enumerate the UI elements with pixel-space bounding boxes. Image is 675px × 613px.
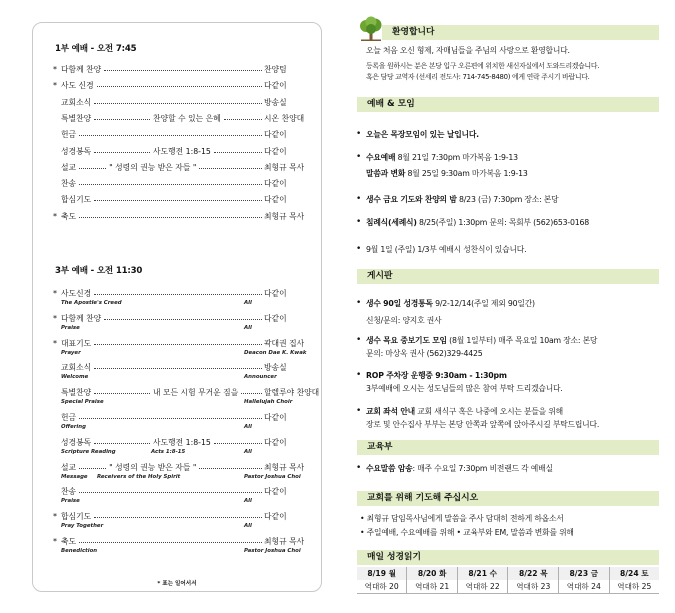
- dotted-leader: [79, 217, 262, 218]
- service-item-leader: 다같이: [264, 437, 287, 447]
- service-item-detail: 사도행전 1:8-15: [153, 146, 211, 156]
- dotted-leader: [94, 294, 262, 295]
- service3-title: 3부 예배 - 오전 11:30: [55, 266, 143, 276]
- standing-marker: *: [53, 338, 57, 348]
- english-leader: Hallelujah Choir: [244, 399, 293, 406]
- dotted-leader: [214, 152, 262, 153]
- english-detail: Receivers of the Holy Spirit: [97, 473, 181, 480]
- service-item-label: 합심기도: [61, 512, 92, 522]
- bullet: •: [356, 244, 362, 254]
- english-detail: Acts 1:8-15: [151, 448, 186, 455]
- tree-icon: [358, 16, 384, 42]
- service-item-leader: 최형규 목사: [264, 162, 305, 172]
- service-item-leader: 최형규 목사: [264, 537, 305, 546]
- service-item-label: 합심기도: [61, 195, 92, 205]
- bullet: •: [356, 335, 362, 345]
- board-item-prayer-meeting: 생수 목요 중보기도 모임 (8월 1일부터) 매주 목요일 10am 장소: 본당: [366, 336, 598, 345]
- service-item-leader: 최형규 목사: [264, 211, 305, 221]
- english-leader: All: [244, 498, 252, 505]
- service-item-label: 다함께 찬양: [61, 313, 102, 323]
- prayer-line-1: • 최형규 담임목사님에게 말씀을 주사 담대히 전하게 하옵소서: [360, 514, 564, 523]
- board-item-bible-reading: 생수 90일 성경통독 9/2-12/14(주일 제외 90일간): [366, 299, 535, 308]
- service-item-label: 교회소식: [61, 363, 92, 373]
- service-item-label: 특별찬양: [61, 388, 92, 398]
- prayer-header: 교회를 위해 기도해 주십시오: [357, 491, 659, 506]
- service-row: [53, 193, 309, 206]
- service-item-leader: 다같이: [264, 313, 287, 323]
- english-leader: All: [244, 448, 252, 455]
- board-item-seating-note: 장로 및 안수집사 부부는 본당 안쪽과 앞쪽에 앉아주시길 부탁드립니다.: [366, 420, 600, 429]
- service-item-label: 성경봉독: [61, 146, 92, 156]
- education-item-memorization: 수요말씀 암송: 매주 수요일 7:30pm 비전랜드 각 예배실: [366, 464, 553, 473]
- reading-ref-cell: 역대하 20: [357, 580, 407, 594]
- worship-item-wednesday: 수요예배 8월 21일 7:30pm 마가복음 1:9-13: [366, 153, 518, 162]
- service-item-detail: 찬양할 수 있는 은혜: [153, 113, 221, 123]
- service-item-label: 찬송: [61, 179, 77, 189]
- service-item-label: 찬송: [61, 487, 77, 497]
- dotted-leader: [94, 368, 262, 369]
- service-row-english: [61, 547, 311, 556]
- worship-item-word-change: 말씀과 변화 8월 25일 9:30am 마가복음 1:9-13: [366, 169, 528, 178]
- reading-refs-row: [357, 580, 659, 594]
- english-leader: Pastor Joshua Choi: [244, 548, 301, 554]
- reading-ref-cell: 역대하 25: [609, 580, 659, 594]
- service-row-english: [61, 398, 311, 407]
- service-row: [53, 96, 309, 109]
- standing-marker: *: [53, 313, 57, 323]
- standing-marker: *: [53, 81, 57, 91]
- english-label: Special Praise: [61, 399, 104, 406]
- worship-item-baptism: 침례식(세례식) 8/25(주일) 1:30pm 문의: 목회부 (562)653-0168: [366, 218, 590, 227]
- service-item-leader: 다같이: [264, 81, 287, 91]
- service-item-leader: 곽대권 집사: [264, 338, 305, 348]
- service-row-english: [61, 522, 311, 531]
- dotted-leader: [79, 418, 262, 419]
- welcome-line-1: 오늘 처음 오신 형제, 자매님들을 주님의 사랑으로 환영합니다.: [366, 46, 570, 55]
- english-label: Benediction: [61, 548, 98, 554]
- dotted-leader: [94, 517, 262, 518]
- daily-reading-table: [357, 567, 659, 594]
- english-leader: Pastor Joshua Choi: [244, 473, 301, 480]
- service-item-label: 헌금: [61, 130, 77, 140]
- dotted-leader: [79, 542, 262, 543]
- reading-date-cell: 8/20 화: [407, 567, 458, 580]
- service-row-english: [61, 324, 311, 333]
- dotted-leader: [214, 443, 262, 444]
- board-item-seating: 교회 좌석 안내 교회 새식구 혹은 나중에 오시는 분들을 위해: [366, 407, 563, 416]
- service-item-leader: 방송실: [264, 97, 287, 107]
- reading-date-cell: 8/19 월: [357, 567, 407, 580]
- reading-dates-row: [357, 567, 659, 580]
- board-item-parking-note: 3부예배에 오시는 성도님들의 많은 참여 부탁 드리겠습니다.: [366, 384, 563, 393]
- daily-reading-header: 매일 성경읽기: [357, 550, 659, 565]
- bulletin-order-of-service: [32, 22, 322, 592]
- service-item-detail: " 성령의 권능 받은 자들 ": [109, 162, 197, 172]
- service-row-english: [61, 373, 311, 382]
- service-row-english: [61, 473, 311, 482]
- standing-marker: *: [53, 512, 57, 522]
- service1-title: 1부 예배 - 오전 7:45: [55, 44, 137, 54]
- english-label: The Apostle's Creed: [61, 300, 122, 306]
- bullet: •: [356, 463, 362, 473]
- service-item-detail: " 성령의 권능 받은 자들 ": [109, 462, 197, 472]
- service-item-label: 사도 신경: [61, 81, 94, 91]
- service-item-label: 헌금: [61, 413, 77, 422]
- service-item-leader: 다같이: [264, 512, 287, 522]
- service-item-detail: 내 모든 시험 무거운 짐을: [153, 388, 239, 398]
- reading-date-cell: 8/23 금: [559, 567, 610, 580]
- board-item-parking: ROP 주차장 운행중 9:30am - 1:30pm: [366, 371, 507, 380]
- service-item-label: 설교: [61, 462, 77, 472]
- english-label: Praise: [61, 498, 80, 505]
- bullet: •: [356, 152, 362, 162]
- service-row: [53, 145, 309, 158]
- bullet: •: [356, 370, 362, 380]
- welcome-line-3: 혹은 담당 교역자 (선세리 전도사: 714-745-8480) 에게 연락 주시기 바랍니다.: [366, 73, 590, 81]
- service-item-label: 축도: [61, 537, 77, 546]
- dotted-leader: [224, 119, 262, 120]
- service-row: [53, 112, 309, 125]
- service-row-english: [61, 497, 311, 506]
- dotted-leader: [79, 135, 262, 136]
- dotted-leader: [94, 443, 150, 444]
- service-row-english: [61, 299, 311, 308]
- service-item-label: 교회소식: [61, 97, 92, 107]
- reading-ref-cell: 역대하 23: [508, 580, 559, 594]
- service-item-leader: 할렐루야 찬양대: [264, 388, 320, 398]
- service-row: [53, 79, 309, 92]
- english-label: Pray Together: [61, 523, 104, 530]
- dotted-leader: [94, 119, 150, 120]
- dotted-leader: [104, 70, 262, 71]
- english-leader: Deacon Dae K. Kwak: [244, 349, 307, 356]
- dotted-leader: [199, 468, 262, 469]
- service-item-leader: 다같이: [264, 289, 287, 298]
- standing-marker: *: [53, 537, 57, 546]
- bullet: •: [356, 406, 362, 416]
- standing-footnote: * 표는 일어서서: [157, 581, 197, 587]
- reading-date-cell: 8/24 토: [609, 567, 659, 580]
- service-row-english: [61, 448, 311, 457]
- service-item-label: 다함께 찬양: [61, 65, 102, 74]
- reading-ref-cell: 역대하 21: [407, 580, 458, 594]
- standing-marker: *: [53, 65, 57, 74]
- reading-ref-cell: 역대하 22: [457, 580, 508, 594]
- dotted-leader: [104, 319, 262, 320]
- education-header: 교육부: [357, 440, 659, 455]
- bullet: •: [356, 194, 362, 204]
- service-item-leader: 시온 찬양대: [264, 113, 305, 123]
- worship-item-friday: 생수 금요 기도와 찬양의 밤 8/23 (금) 7:30pm 장소: 본당: [366, 195, 559, 204]
- english-leader: All: [244, 300, 252, 306]
- standing-marker: *: [53, 289, 57, 298]
- prayer-line-2: • 주일예배, 수요예배를 위해 • 교육부와 EM, 말씀과 변화를 위해: [360, 528, 574, 537]
- service-item-label: 특별찬양: [61, 113, 92, 123]
- service-item-label: 축도: [61, 211, 77, 221]
- service-item-label: 성경봉독: [61, 437, 92, 447]
- english-label: Message: [61, 473, 88, 480]
- english-label: Offering: [61, 424, 86, 430]
- standing-marker: *: [53, 211, 57, 221]
- reading-date-cell: 8/22 목: [508, 567, 559, 580]
- dotted-leader: [94, 152, 150, 153]
- dotted-leader: [79, 492, 262, 493]
- worship-item-communion: 9월 1일 (주일) 1/3부 예배시 성찬식이 있습니다.: [366, 245, 527, 254]
- service-item-label: 대표기도: [61, 338, 92, 348]
- dotted-leader: [241, 393, 262, 394]
- dotted-leader: [79, 168, 106, 169]
- service-item-leader: 다같이: [264, 130, 287, 140]
- bullet: •: [356, 129, 362, 139]
- service-item-leader: 방송실: [264, 363, 287, 373]
- service-item-leader: 다같이: [264, 195, 287, 205]
- dotted-leader: [94, 344, 262, 345]
- english-label: Praise: [61, 324, 80, 331]
- service-row: [53, 161, 309, 174]
- service-row: [53, 177, 309, 190]
- dotted-leader: [94, 103, 262, 104]
- bullet: •: [356, 217, 362, 227]
- dotted-leader: [94, 200, 262, 201]
- english-leader: Announcer: [244, 374, 277, 381]
- dotted-leader: [97, 86, 262, 87]
- board-item-prayer-meeting-contact: 문의: 마상옥 권사 (562)329-4425: [366, 349, 483, 358]
- dotted-leader: [79, 468, 106, 469]
- service-row: [53, 63, 309, 76]
- service-item-label: 사도신경: [61, 289, 92, 298]
- board-header: 게시판: [357, 269, 659, 284]
- service-row-english: [61, 423, 311, 432]
- service-item-leader: 찬양팀: [264, 65, 287, 74]
- service-item-leader: 다같이: [264, 146, 287, 156]
- service-row-english: [61, 349, 311, 358]
- welcome-header: 환영합니다: [382, 25, 659, 40]
- service-row: [53, 128, 309, 141]
- dotted-leader: [79, 184, 262, 185]
- service-row: [53, 210, 309, 223]
- service-item-leader: 다같이: [264, 413, 287, 422]
- reading-date-cell: 8/21 수: [457, 567, 508, 580]
- english-leader: All: [244, 523, 252, 530]
- board-item-bible-reading-contact: 신청/문의: 양지호 권사: [366, 316, 442, 325]
- english-label: Prayer: [61, 349, 81, 356]
- dotted-leader: [199, 168, 262, 169]
- worship-header: 예배 & 모임: [357, 97, 659, 112]
- worship-item-cell-group: 오늘은 목장모임이 있는 날입니다.: [366, 130, 479, 139]
- service-item-leader: 다같이: [264, 487, 287, 497]
- service-item-detail: 사도행전 1:8-15: [153, 437, 211, 447]
- english-label: Scripture Reading: [61, 448, 116, 455]
- english-leader: All: [244, 324, 252, 331]
- dotted-leader: [94, 393, 150, 394]
- english-label: Welcome: [61, 374, 89, 381]
- reading-ref-cell: 역대하 24: [559, 580, 610, 594]
- bullet: •: [356, 298, 362, 308]
- service-item-leader: 최형규 목사: [264, 462, 305, 472]
- service-item-label: 설교: [61, 162, 77, 172]
- english-leader: All: [244, 424, 252, 430]
- service-item-leader: 다같이: [264, 179, 287, 189]
- welcome-line-2: 등록을 원하시는 분은 본당 입구 오른편에 위치한 새신자실에서 도와드리겠습니다.: [366, 62, 600, 70]
